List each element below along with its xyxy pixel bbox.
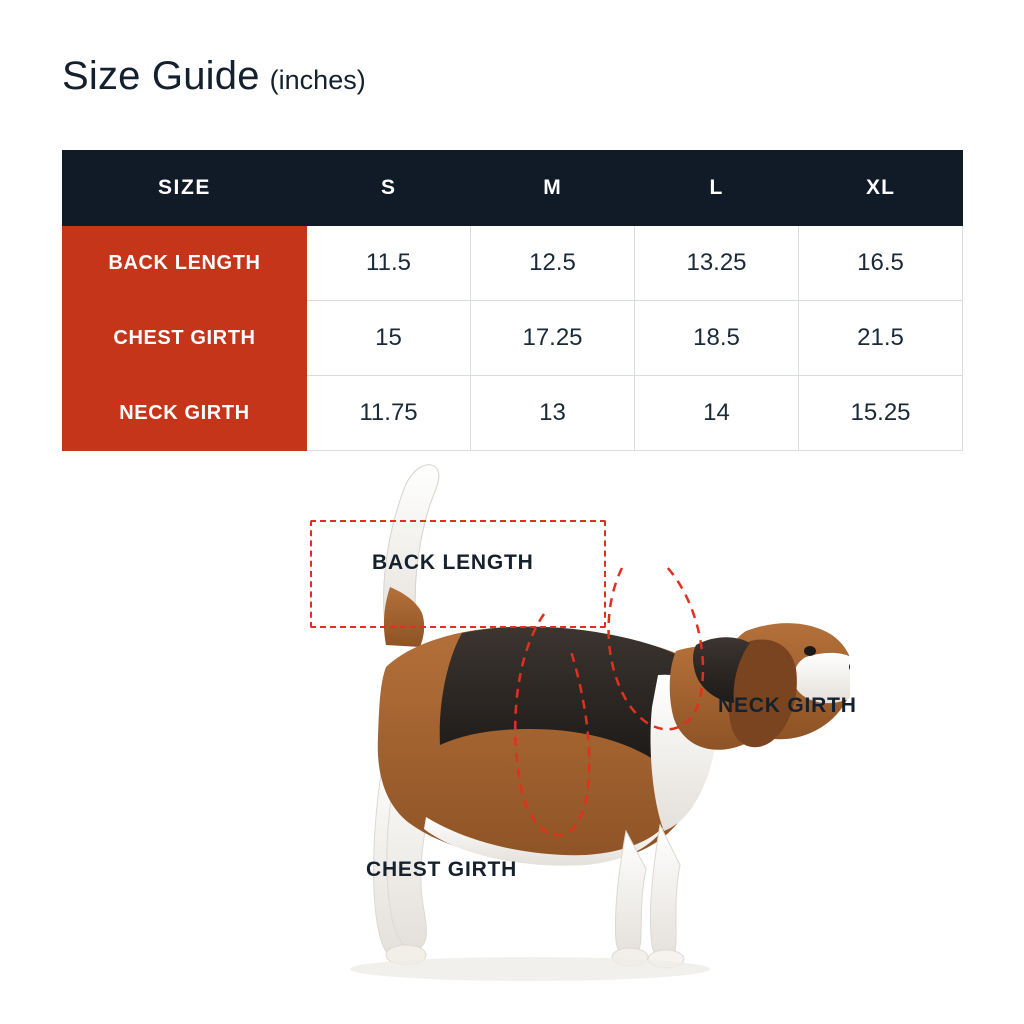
chest-girth-measure-loop xyxy=(500,608,610,848)
page-title xyxy=(62,54,366,99)
column-header-l: L xyxy=(635,151,799,226)
cell-neck-girth-xl: 15.25 xyxy=(799,376,963,451)
cell-back-length-l: 13.25 xyxy=(635,226,799,301)
label-neck-girth: NECK GIRTH xyxy=(718,694,857,717)
page-title-main: Size Guide xyxy=(62,54,260,98)
neck-girth-measure-loop xyxy=(600,548,720,738)
row-label-neck-girth: NECK GIRTH xyxy=(63,376,307,451)
cell-back-length-s: 11.5 xyxy=(307,226,471,301)
column-header-m: M xyxy=(471,151,635,226)
cell-chest-girth-xl: 21.5 xyxy=(799,301,963,376)
cell-back-length-m: 12.5 xyxy=(471,226,635,301)
page-title-unit: (inches) xyxy=(269,65,366,95)
table-row xyxy=(63,226,963,301)
cell-neck-girth-l: 14 xyxy=(635,376,799,451)
column-header-s: S xyxy=(307,151,471,226)
column-header-size: SIZE xyxy=(63,151,307,226)
cell-chest-girth-s: 15 xyxy=(307,301,471,376)
measurement-diagram xyxy=(0,440,1024,1024)
cell-neck-girth-m: 13 xyxy=(471,376,635,451)
row-label-back-length: BACK LENGTH xyxy=(63,226,307,301)
table-row xyxy=(63,301,963,376)
column-header-xl: XL xyxy=(799,151,963,226)
cell-neck-girth-s: 11.75 xyxy=(307,376,471,451)
dog-eye xyxy=(804,646,816,656)
label-chest-girth: CHEST GIRTH xyxy=(366,858,518,881)
dog-front-leg-near xyxy=(650,825,680,961)
cell-chest-girth-l: 18.5 xyxy=(635,301,799,376)
cell-chest-girth-m: 17.25 xyxy=(471,301,635,376)
label-back-length: BACK LENGTH xyxy=(372,551,534,574)
ground-shadow xyxy=(350,957,710,981)
cell-back-length-xl: 16.5 xyxy=(799,226,963,301)
row-label-chest-girth: CHEST GIRTH xyxy=(63,301,307,376)
size-table xyxy=(62,150,963,451)
table-header-row xyxy=(63,151,963,226)
